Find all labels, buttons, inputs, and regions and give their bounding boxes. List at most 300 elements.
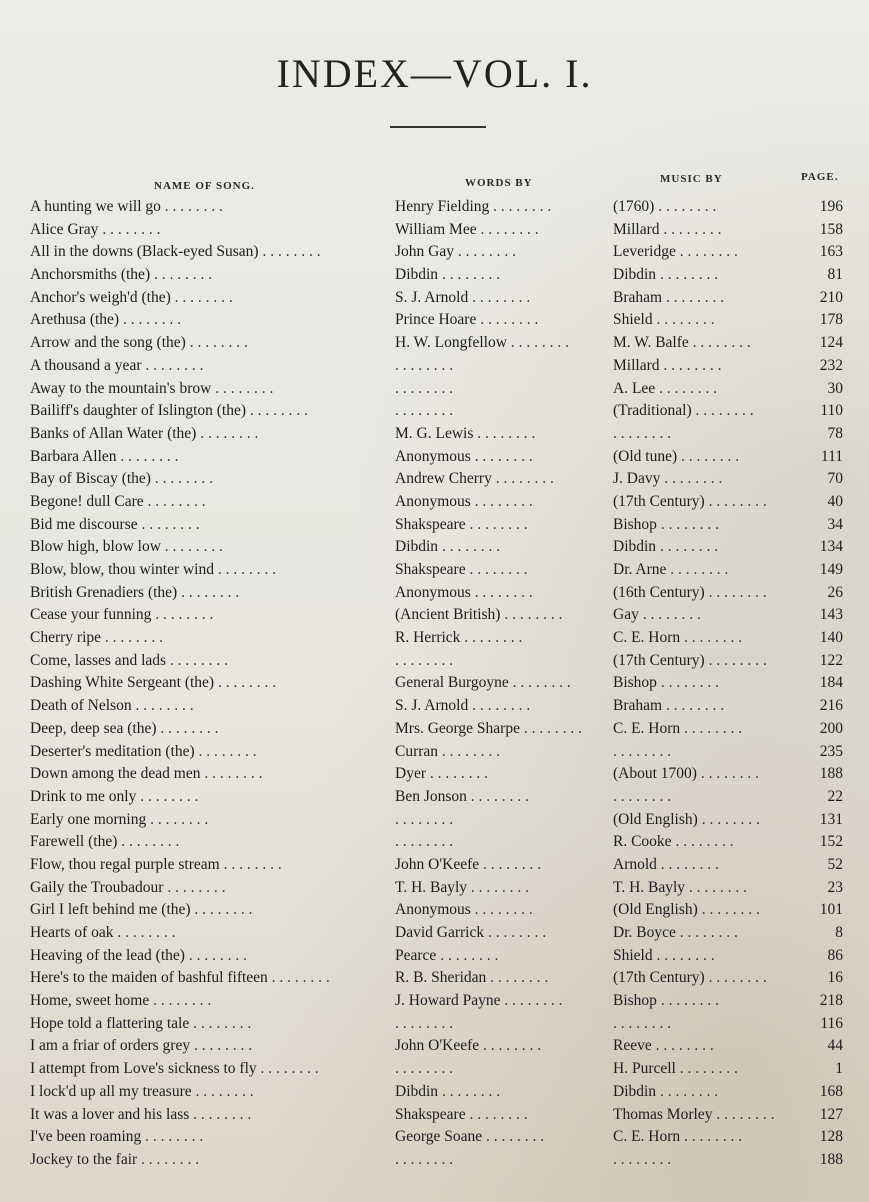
- words-by: [395, 309, 600, 332]
- words-by-text: John O'Keefe: [395, 855, 480, 873]
- song-name-text: Drink to me only: [30, 787, 137, 805]
- song-name: [30, 1104, 370, 1127]
- dot-leader: . . . . . . . .: [638, 606, 701, 624]
- music-by-text: C. E. Horn: [613, 629, 681, 647]
- music-by: [613, 582, 798, 605]
- song-name-text: Hearts of oak: [30, 924, 114, 941]
- words-by-text: George Soane: [395, 1128, 483, 1146]
- dot-leader: . . . . . . . .: [146, 810, 209, 828]
- dot-leader: . . . . . . . .: [101, 629, 164, 647]
- dot-leader: . . . . . . . .: [151, 606, 214, 624]
- dot-leader: . . . . . . . .: [267, 969, 330, 987]
- dot-leader: . . . . . . . .: [395, 402, 454, 420]
- song-name: [30, 718, 370, 741]
- words-by-text: Dibdin: [395, 1082, 439, 1100]
- index-row: [0, 650, 869, 673]
- song-name-text: Deserter's meditation (the): [30, 742, 195, 760]
- music-by: [613, 514, 798, 537]
- dot-leader: . . . . . . . .: [660, 470, 723, 488]
- index-table: [0, 196, 869, 1172]
- music-by-text: (About 1700): [613, 765, 697, 783]
- dot-leader: . . . . . . . .: [189, 1105, 252, 1123]
- song-name: [30, 287, 370, 310]
- dot-leader: . . . . . . . .: [177, 583, 240, 601]
- music-by: [613, 355, 798, 378]
- words-by-text: Shakspeare: [395, 561, 466, 578]
- dot-leader: . . . . . . . .: [156, 719, 219, 737]
- page-number: 1: [835, 1060, 843, 1078]
- music-by-text: T. H. Bayly: [613, 878, 686, 896]
- song-name: [30, 695, 370, 718]
- song-name: [30, 1081, 370, 1104]
- song-name-text: Anchorsmiths (the): [30, 266, 151, 284]
- song-name-text: Banks of Allan Water (the): [30, 424, 197, 442]
- words-by-text: Mrs. George Sharpe: [395, 719, 520, 737]
- music-by-text: Braham: [613, 288, 663, 306]
- dot-leader: . . . . . . . .: [704, 969, 767, 987]
- dot-leader: . . . . . . . .: [143, 492, 206, 510]
- music-by: [613, 877, 798, 900]
- page-number: 81: [827, 266, 843, 284]
- dot-leader: . . . . . . . .: [476, 220, 539, 238]
- song-name-text: Girl I left behind me (the): [30, 901, 191, 919]
- music-by-text: Dibdin: [613, 266, 657, 284]
- song-name-text: Barbara Allen: [30, 447, 117, 465]
- dot-leader: . . . . . . . .: [119, 311, 182, 329]
- dot-leader: . . . . . . . .: [468, 288, 531, 306]
- words-by: [395, 287, 600, 310]
- index-row: [0, 1035, 869, 1058]
- header-page: PAGE.: [801, 171, 839, 183]
- song-name: [30, 763, 370, 786]
- dot-leader: . . . . . . . .: [652, 946, 715, 964]
- song-name: [30, 899, 370, 922]
- page-number: 30: [827, 379, 843, 397]
- dot-leader: . . . . . . . .: [246, 402, 309, 420]
- words-by-text: General Burgoyne: [395, 674, 509, 692]
- dot-leader: . . . . . . . .: [712, 1105, 775, 1123]
- music-by: [613, 1035, 798, 1058]
- music-by-text: (Traditional): [613, 402, 692, 420]
- dot-leader: . . . . . . . .: [467, 878, 530, 896]
- words-by: [395, 695, 600, 718]
- dot-leader: . . . . . . . .: [141, 356, 204, 374]
- music-by-text: (Old tune): [613, 447, 678, 465]
- words-by-text: Henry Fielding: [395, 198, 490, 215]
- dot-leader: . . . . . . . .: [613, 1150, 672, 1168]
- song-name-text: Alice Gray: [30, 220, 99, 238]
- page-number: 124: [819, 334, 843, 352]
- index-row: [0, 514, 869, 537]
- index-row: [0, 1013, 869, 1036]
- music-by: [613, 559, 798, 582]
- words-by-text: S. J. Arnold: [395, 288, 469, 306]
- words-by: [395, 990, 600, 1013]
- dot-leader: . . . . . . . .: [426, 765, 488, 783]
- dot-leader: . . . . . . . .: [211, 379, 274, 397]
- music-by: [613, 627, 798, 650]
- words-by: [395, 741, 600, 764]
- dot-leader: . . . . . . . .: [214, 674, 277, 692]
- dot-leader: . . . . . . . .: [491, 470, 554, 488]
- music-by: [613, 241, 798, 264]
- page-number: 16: [827, 969, 843, 987]
- song-name-text: Deep, deep sea (the): [30, 719, 157, 737]
- dot-leader: . . . . . . . .: [659, 220, 722, 238]
- song-name: [30, 582, 370, 605]
- dot-leader: . . . . . . . .: [651, 1037, 714, 1055]
- dot-leader: . . . . . . . .: [489, 198, 552, 215]
- index-row: [0, 854, 869, 877]
- page-number: 22: [827, 787, 843, 805]
- song-name-text: Here's to the maiden of bashful fifteen: [30, 969, 268, 987]
- song-name-text: Heaving of the lead (the): [30, 946, 185, 964]
- song-name-text: Hope told a flattering tale: [30, 1014, 190, 1032]
- dot-leader: . . . . . . . .: [166, 651, 229, 669]
- dot-leader: . . . . . . . .: [196, 424, 259, 442]
- song-name-text: Blow, blow, thou winter wind: [30, 561, 214, 578]
- song-name: [30, 332, 370, 355]
- song-name: [30, 831, 370, 854]
- header-words-by: WORDS BY: [465, 177, 533, 189]
- index-row: [0, 491, 869, 514]
- page-number: 70: [827, 470, 843, 488]
- index-row: [0, 309, 869, 332]
- dot-leader: . . . . . . . .: [213, 561, 276, 578]
- words-by: [395, 423, 600, 446]
- page-number: 122: [819, 651, 843, 669]
- dot-leader: . . . . . . . .: [680, 1128, 743, 1146]
- dot-leader: . . . . . . . .: [219, 855, 282, 873]
- dot-leader: . . . . . . . .: [149, 992, 212, 1010]
- song-name-text: Dashing White Sergeant (the): [30, 674, 215, 692]
- index-row: [0, 559, 869, 582]
- dot-leader: . . . . . . . .: [395, 651, 454, 669]
- dot-leader: . . . . . . . .: [170, 288, 233, 306]
- dot-leader: . . . . . . . .: [656, 266, 719, 284]
- music-by-text: Dr. Boyce: [613, 924, 676, 941]
- words-by-text: John Gay: [395, 243, 454, 261]
- song-name-text: I attempt from Love's sickness to fly: [30, 1060, 257, 1078]
- index-row: [0, 241, 869, 264]
- page-number: 111: [820, 447, 843, 465]
- song-name-text: Jockey to the fair: [30, 1150, 138, 1168]
- song-name: [30, 650, 370, 673]
- music-by-text: Bishop: [613, 515, 657, 533]
- words-by: [395, 604, 600, 627]
- index-row: [0, 582, 869, 605]
- music-by: [613, 423, 798, 446]
- dot-leader: . . . . . . . .: [506, 334, 569, 352]
- index-row: [0, 831, 869, 854]
- index-row: [0, 446, 869, 469]
- dot-leader: . . . . . . . .: [704, 492, 767, 510]
- dot-leader: . . . . . . . .: [200, 765, 263, 783]
- index-row: [0, 1149, 869, 1172]
- words-by: [395, 1058, 600, 1081]
- words-by-text: M. G. Lewis: [395, 424, 474, 442]
- dot-leader: . . . . . . . .: [465, 1105, 528, 1123]
- header-music-by: MUSIC BY: [660, 173, 723, 185]
- music-by-text: Dibdin: [613, 1082, 657, 1100]
- dot-leader: . . . . . . . .: [468, 697, 531, 715]
- words-by: [395, 627, 600, 650]
- dot-leader: . . . . . . . .: [466, 787, 529, 805]
- dot-leader: . . . . . . . .: [677, 447, 740, 465]
- words-by-text: Anonymous: [395, 492, 471, 510]
- words-by-text: Andrew Cherry: [395, 470, 492, 488]
- dot-leader: . . . . . . . .: [465, 515, 528, 533]
- words-by-text: (Ancient British): [395, 606, 501, 624]
- music-by-text: Gay: [613, 606, 639, 624]
- words-by: [395, 1035, 600, 1058]
- music-by: [613, 378, 798, 401]
- dot-leader: . . . . . . . .: [656, 538, 719, 556]
- words-by: [395, 672, 600, 695]
- index-row: [0, 967, 869, 990]
- index-row: [0, 400, 869, 423]
- song-name-text: A thousand a year: [30, 356, 142, 374]
- words-by-text: Anonymous: [395, 583, 471, 601]
- song-name: [30, 1126, 370, 1149]
- words-by: [395, 241, 600, 264]
- music-by: [613, 287, 798, 310]
- words-by: [395, 763, 600, 786]
- dot-leader: . . . . . . . .: [666, 561, 729, 578]
- page-number: 140: [819, 629, 843, 647]
- dot-leader: . . . . . . . .: [652, 311, 715, 329]
- dot-leader: . . . . . . . .: [656, 1082, 719, 1100]
- music-by: [613, 718, 798, 741]
- song-name: [30, 559, 370, 582]
- song-name-text: Begone! dull Care: [30, 492, 144, 510]
- song-name-text: Farewell (the): [30, 833, 118, 851]
- page-number: 232: [819, 356, 843, 374]
- dot-leader: . . . . . . . .: [680, 629, 743, 647]
- song-name-text: British Grenadiers (the): [30, 583, 178, 601]
- page-number: 200: [819, 719, 843, 737]
- song-name: [30, 536, 370, 559]
- dot-leader: . . . . . . . .: [395, 833, 454, 851]
- music-by-text: (Old English): [613, 810, 698, 828]
- dot-leader: . . . . . . . .: [438, 266, 501, 284]
- dot-leader: . . . . . . . .: [117, 833, 180, 851]
- music-by: [613, 1081, 798, 1104]
- words-by: [395, 1126, 600, 1149]
- page-number: 116: [820, 1014, 843, 1032]
- song-name: [30, 378, 370, 401]
- words-by-text: Dibdin: [395, 266, 439, 284]
- music-by: [613, 967, 798, 990]
- dot-leader: . . . . . . . .: [656, 674, 719, 692]
- song-name-text: Death of Nelson: [30, 697, 132, 715]
- index-row: [0, 945, 869, 968]
- index-row: [0, 196, 869, 219]
- words-by: [395, 831, 600, 854]
- page-number: 184: [819, 674, 843, 692]
- song-name: [30, 219, 370, 242]
- title-rule: [390, 126, 486, 128]
- words-by: [395, 809, 600, 832]
- words-by: [395, 1013, 600, 1036]
- words-by: [395, 899, 600, 922]
- words-by-text: T. H. Bayly: [395, 878, 468, 896]
- dot-leader: . . . . . . . .: [395, 379, 454, 397]
- music-by: [613, 672, 798, 695]
- song-name: [30, 877, 370, 900]
- dot-leader: . . . . . . . .: [131, 697, 194, 715]
- music-by: [613, 1149, 798, 1172]
- index-row: [0, 355, 869, 378]
- song-name-text: Cease your funning: [30, 606, 152, 624]
- song-name: [30, 1035, 370, 1058]
- words-by-text: David Garrick: [395, 924, 485, 941]
- dot-leader: . . . . . . . .: [189, 1014, 252, 1032]
- dot-leader: . . . . . . . .: [184, 946, 247, 964]
- index-row: [0, 1126, 869, 1149]
- song-name-text: I lock'd up all my treasure: [30, 1082, 192, 1100]
- dot-leader: . . . . . . . .: [116, 447, 179, 465]
- song-name: [30, 446, 370, 469]
- dot-leader: . . . . . . . .: [191, 1082, 254, 1100]
- index-row: [0, 264, 869, 287]
- music-by-text: Dr. Arne: [613, 561, 667, 578]
- dot-leader: . . . . . . . .: [98, 220, 161, 238]
- music-by-text: (17th Century): [613, 969, 705, 987]
- music-by: [613, 536, 798, 559]
- music-by-text: Braham: [613, 697, 663, 715]
- song-name-text: Anchor's weigh'd (the): [30, 288, 171, 306]
- index-row: [0, 287, 869, 310]
- song-name-text: Arrow and the song (the): [30, 334, 186, 352]
- music-by-text: (1760): [613, 198, 655, 215]
- dot-leader: . . . . . . . .: [141, 1128, 204, 1146]
- index-row: [0, 695, 869, 718]
- words-by-text: Pearce: [395, 946, 437, 964]
- song-name-text: Early one morning: [30, 810, 147, 828]
- page-number: 168: [819, 1082, 843, 1100]
- index-row: [0, 922, 869, 945]
- words-by-text: Curran: [395, 742, 439, 760]
- words-by: [395, 718, 600, 741]
- page-number: 216: [819, 697, 843, 715]
- page-number: 152: [819, 833, 843, 851]
- song-name: [30, 241, 370, 264]
- music-by: [613, 786, 798, 809]
- words-by-text: Anonymous: [395, 901, 471, 919]
- index-row: [0, 1081, 869, 1104]
- dot-leader: . . . . . . . .: [613, 424, 672, 442]
- dot-leader: . . . . . . . .: [484, 924, 547, 941]
- song-name-text: Down among the dead men: [30, 765, 201, 783]
- song-name: [30, 423, 370, 446]
- song-name-text: Gaily the Troubadour: [30, 878, 164, 896]
- words-by: [395, 468, 600, 491]
- dot-leader: . . . . . . . .: [613, 742, 672, 760]
- song-name-text: A hunting we will go: [30, 198, 161, 215]
- words-by: [395, 446, 600, 469]
- dot-leader: . . . . . . . .: [190, 901, 253, 919]
- index-row: [0, 536, 869, 559]
- page-number: 235: [819, 742, 843, 760]
- index-row: [0, 990, 869, 1013]
- words-by-text: Dibdin: [395, 538, 439, 556]
- page-number: 52: [827, 855, 843, 873]
- page-number: 26: [827, 583, 843, 601]
- index-row: [0, 468, 869, 491]
- music-by: [613, 809, 798, 832]
- dot-leader: . . . . . . . .: [662, 697, 725, 715]
- index-row: [0, 332, 869, 355]
- page-number: 143: [819, 606, 843, 624]
- page-number: 218: [819, 992, 843, 1010]
- music-by-text: Leveridge: [613, 243, 676, 261]
- dot-leader: . . . . . . . .: [258, 243, 321, 261]
- index-row: [0, 899, 869, 922]
- words-by-text: Shakspeare: [395, 1105, 466, 1123]
- song-name-text: I am a friar of orders grey: [30, 1037, 191, 1055]
- song-name-text: Bailiff's daughter of Islington (the): [30, 402, 247, 420]
- words-by: [395, 355, 600, 378]
- music-by-text: Millard: [613, 356, 660, 374]
- page-number: 149: [819, 561, 843, 578]
- words-by: [395, 786, 600, 809]
- music-by: [613, 854, 798, 877]
- dot-leader: . . . . . . . .: [395, 1014, 454, 1032]
- dot-leader: . . . . . . . .: [613, 787, 672, 805]
- page-number: 34: [827, 515, 843, 533]
- words-by: [395, 491, 600, 514]
- index-row: [0, 672, 869, 695]
- dot-leader: . . . . . . . .: [656, 992, 719, 1010]
- music-by: [613, 945, 798, 968]
- words-by: [395, 196, 600, 219]
- music-by-text: H. Purcell: [613, 1060, 676, 1078]
- dot-leader: . . . . . . . .: [473, 424, 536, 442]
- music-by: [613, 332, 798, 355]
- dot-leader: . . . . . . . .: [395, 810, 454, 828]
- words-by-text: Anonymous: [395, 447, 471, 465]
- dot-leader: . . . . . . . .: [662, 288, 725, 306]
- music-by: [613, 309, 798, 332]
- dot-leader: . . . . . . . .: [671, 833, 734, 851]
- music-by-text: (17th Century): [613, 651, 705, 669]
- dot-leader: . . . . . . . .: [460, 629, 523, 647]
- page-number: 196: [819, 198, 843, 215]
- page-number: 188: [819, 1150, 843, 1168]
- music-by: [613, 1104, 798, 1127]
- dot-leader: . . . . . . . .: [482, 1128, 545, 1146]
- music-by-text: (16th Century): [613, 583, 705, 601]
- dot-leader: . . . . . . . .: [256, 1060, 319, 1078]
- music-by-text: C. E. Horn: [613, 719, 681, 737]
- song-name-text: All in the downs (Black-eyed Susan): [30, 243, 259, 261]
- words-by: [395, 332, 600, 355]
- page-number: 127: [819, 1105, 843, 1123]
- song-name-text: Away to the mountain's brow: [30, 379, 212, 397]
- index-row: [0, 809, 869, 832]
- dot-leader: . . . . . . . .: [185, 334, 248, 352]
- words-by: [395, 1104, 600, 1127]
- page-number: 101: [819, 901, 843, 919]
- song-name-text: Flow, thou regal purple stream: [30, 855, 220, 873]
- dot-leader: . . . . . . . .: [395, 1060, 454, 1078]
- song-name-text: Blow high, blow low: [30, 538, 161, 556]
- index-row: [0, 1104, 869, 1127]
- dot-leader: . . . . . . . .: [160, 198, 223, 215]
- dot-leader: . . . . . . . .: [453, 243, 516, 261]
- dot-leader: . . . . . . . .: [675, 1060, 738, 1078]
